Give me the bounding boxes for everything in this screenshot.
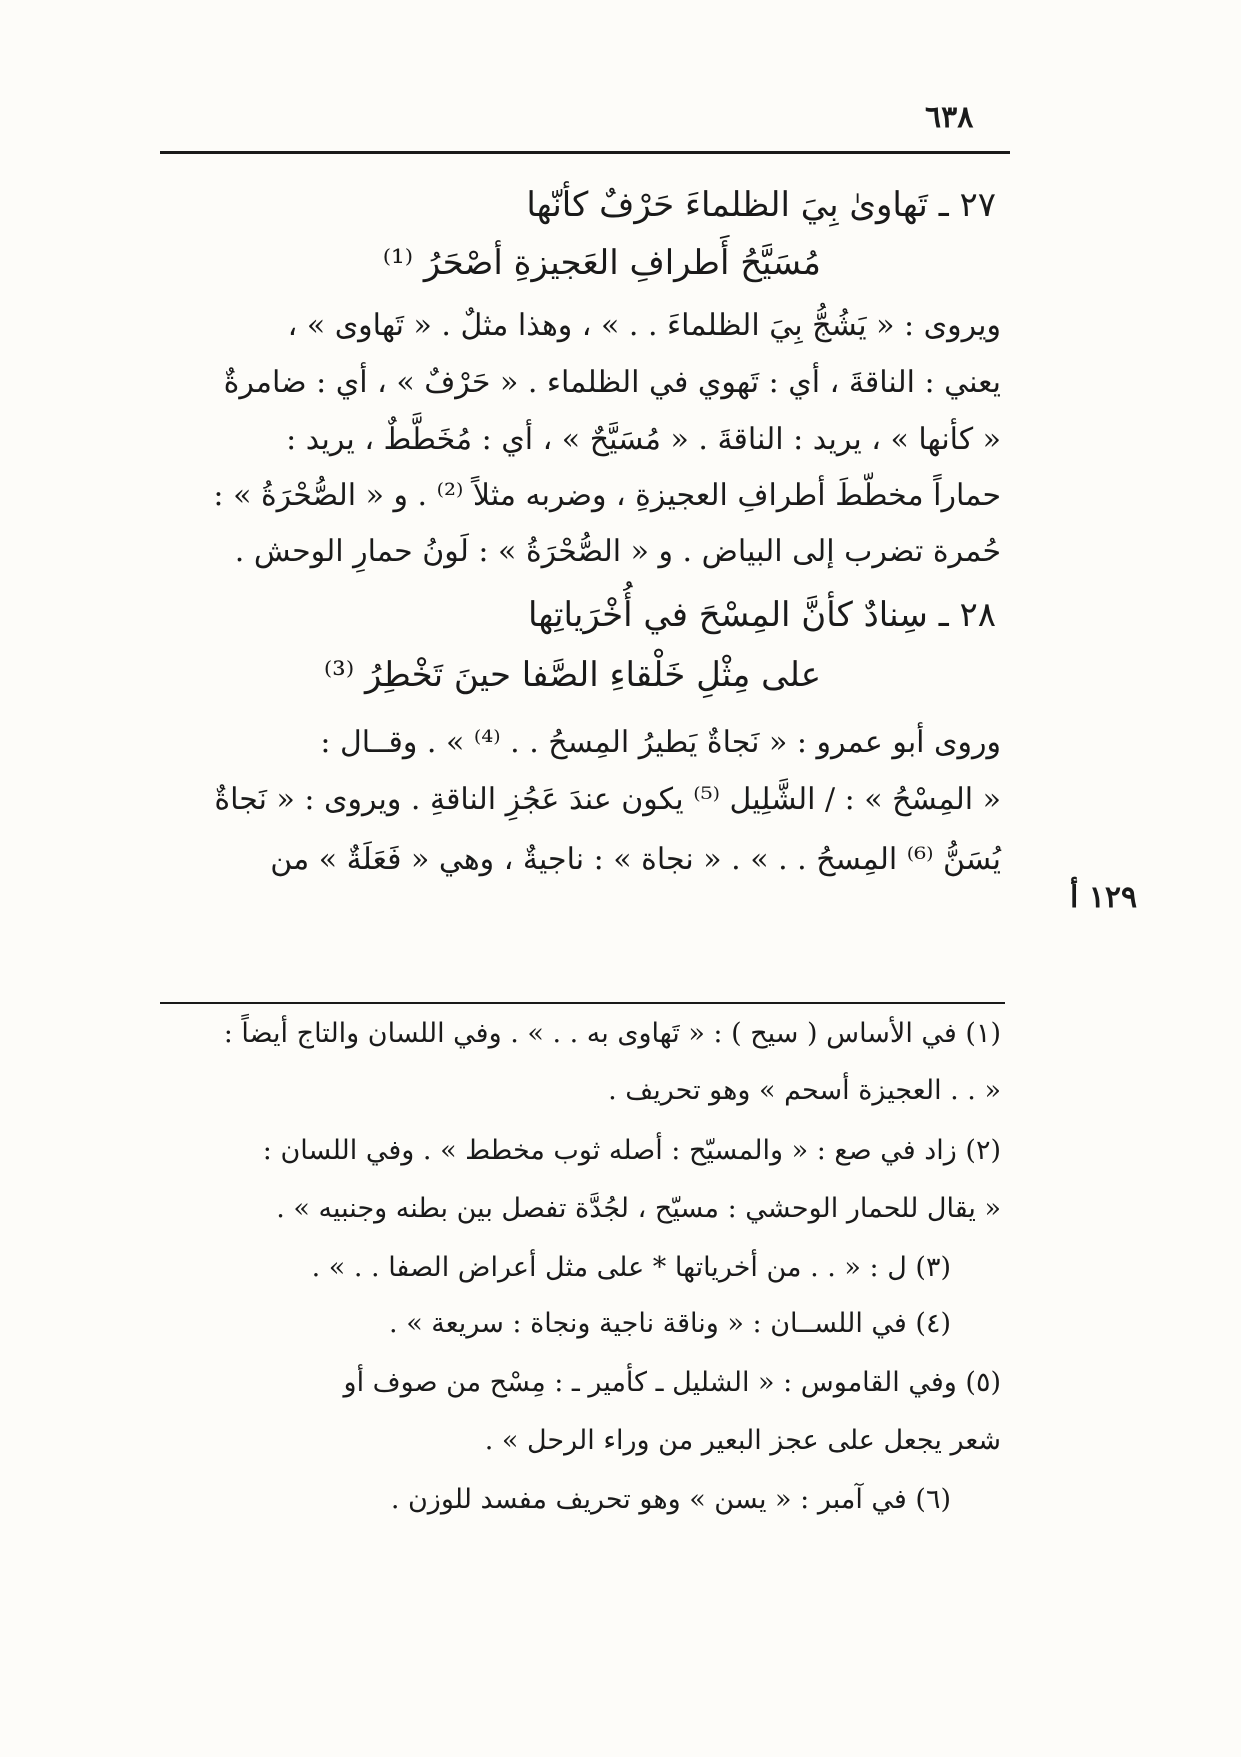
text-line: يُسَنُّ ⁽⁶⁾ المِسحُ . . » . « نجاة » : ناجيةٌ ، وهي « فَعَلَةٌ » من — [270, 842, 1001, 877]
text-line: « المِسْحُ » : / الشَّلِيل ⁽⁵⁾ يكون عندَ عَجُزِ الناقةِ . ويروى : « نَجاةٌ — [214, 782, 1001, 817]
footnote-line: (٦) في آمبر : « يسن » وهو تحريف مفسد للوزن . — [390, 1484, 951, 1515]
margin-note: ١٢٩ أ — [1070, 880, 1138, 915]
footnote-line: « يقال للحمار الوحشي : مسيّح ، لجُدَّة تفصل بين بطنه وجنبيه » . — [276, 1193, 1001, 1224]
verse-line: ٢٧ ـ تَهاوىٰ بِيَ الظلماءَ حَرْفٌ كأنّها — [526, 185, 996, 225]
header-rule — [160, 151, 1010, 154]
footnote-rule — [160, 1002, 1005, 1004]
footnote-line: « . . العجيزة أسحم » وهو تحريف . — [608, 1075, 1001, 1106]
verse-line: مُسَيَّحُ أَطرافِ العَجيزةِ أصْحَرُ ⁽¹⁾ — [382, 243, 821, 283]
text-line: وروى أبو عمرو : « نَجاةٌ يَطيرُ المِسحُ . . ⁽⁴⁾ » . وقــال : — [320, 725, 1001, 760]
text-line: يعني : الناقةَ ، أي : تَهوي في الظلماء . « حَرْفٌ » ، أي : ضامرةٌ — [223, 365, 1001, 400]
verse-line: ٢٨ ـ سِنادٌ كأنَّ المِسْحَ في أُخْرَياتِها — [528, 595, 996, 635]
verse-line: على مِثْلِ خَلْقاءِ الصَّفا حينَ تَخْطِرُ ⁽³⁾ — [323, 655, 821, 695]
text-line: ويروى : « يَشُجُّ بِيَ الظلماءَ . . » ، وهذا مثلٌ . « تَهاوى » ، — [287, 308, 1001, 343]
footnote-line: (١) في الأساس ( سيح ) : « تَهاوى به . . » . وفي اللسان والتاج أيضاً : — [223, 1018, 1001, 1049]
page-number: ٦٣٨ — [925, 100, 974, 135]
footnote-line: (٤) في اللســان : « وناقة ناجية ونجاة : سريعة » . — [389, 1308, 951, 1339]
text-line: « كأنها » ، يريد : الناقةَ . « مُسَيَّحٌ » ، أي : مُخَطَّطٌ ، يريد : — [286, 422, 1001, 457]
footnote-line: شعر يجعل على عجز البعير من وراء الرحل » . — [484, 1425, 1001, 1456]
footnote-line: (٣) ل : « . . من أخرياتها * على مثل أعراض الصفا . . » . — [311, 1252, 951, 1283]
footnote-line: (٥) وفي القاموس : « الشليل ـ كأمير ـ : مِسْح من صوف أو — [343, 1367, 1001, 1398]
text-line: حماراً مخطّطَ أطرافِ العجيزةِ ، وضربه مثلاً ⁽²⁾ . و « الصُّحْرَةُ » : — [213, 478, 1001, 513]
text-line: حُمرة تضرب إلى البياض . و « الصُّحْرَةُ » : لَونُ حمارِ الوحش . — [234, 534, 1001, 569]
footnote-line: (٢) زاد في صع : « والمسيّح : أصله ثوب مخطط » . وفي اللسان : — [262, 1135, 1001, 1166]
